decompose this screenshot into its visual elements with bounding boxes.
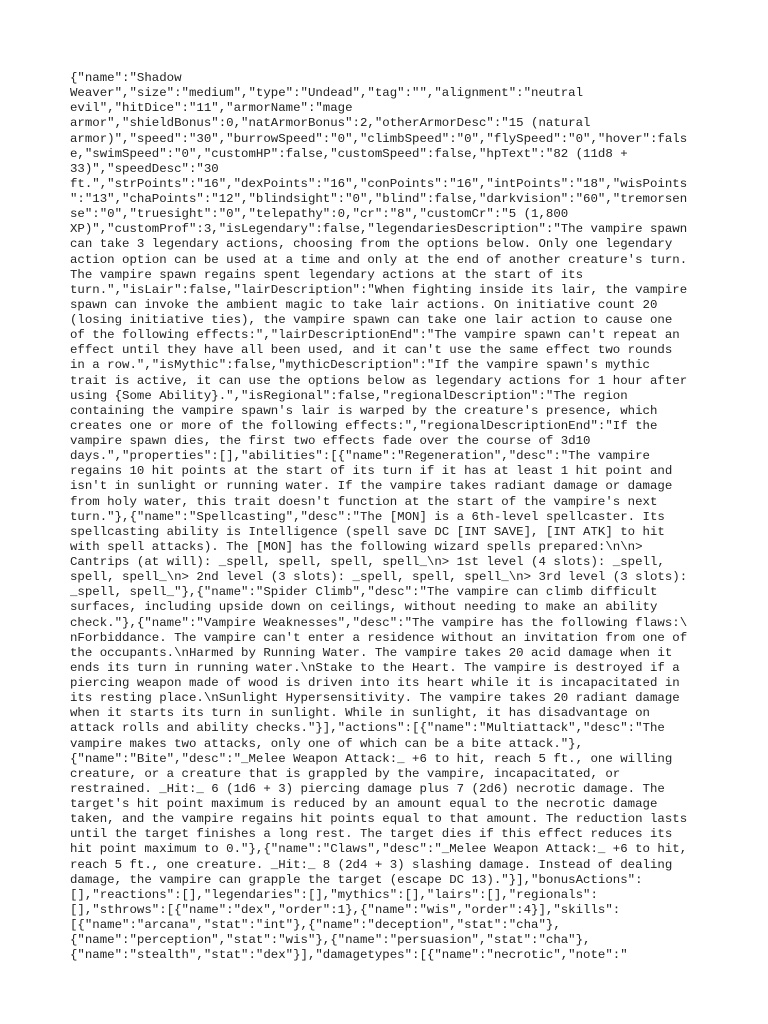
- text-line: spawn can invoke the ambient magic to take lair actions. On initiative count 20: [70, 297, 658, 312]
- text-line: armor)","speed":"30","burrowSpeed":"0","climbSpeed":"0","flySpeed":"0","hover":fals: [70, 131, 688, 146]
- text-line: target's hit point maximum is reduced by an amount equal to the necrotic damage: [70, 797, 658, 811]
- text-line: regains 10 hit points at the start of its turn if it has at least 1 hit point and: [70, 464, 673, 479]
- text-line: isn't in sunlight or running water. If the vampire takes radiant damage or damage: [70, 479, 673, 494]
- text-line: creates one or more of the following effects:","regionalDescriptionEnd":"If the: [70, 418, 658, 433]
- text-line: ":"13","chaPoints":"12","blindsight":"0","blind":false,"darkvision":"60","tremorsen: [70, 192, 688, 206]
- text-line: {"name":"Shadow: [70, 71, 182, 85]
- text-line: nForbiddance. The vampire can't enter a residence without an invitation from one of: [70, 630, 688, 645]
- text-line: from holy water, this trait doesn't function at the start of the vampire's next: [70, 494, 658, 509]
- text-line: check."},{"name":"Vampire Weaknesses","desc":"The vampire has the following flaws:\: [70, 615, 688, 630]
- text-line: [],"reactions":[],"legendaries":[],"mythics":[],"lairs":[],"regionals":: [70, 887, 598, 902]
- text-line: Cantrips (at will): _spell, spell, spell, spell_\n> 1st level (4 slots): _spell,: [70, 555, 665, 569]
- text-line: restrained. _Hit:_ 6 (1d6 + 3) piercing damage plus 7 (2d6) necrotic damage. The: [70, 781, 665, 796]
- text-line: effect until they have all been used, and it can't use the same effect two rounds: [70, 343, 673, 358]
- text-line: 33)","speedDesc":"30: [70, 161, 219, 176]
- text-line: The vampire spawn regains spent legendary actions at the start of its: [70, 267, 584, 282]
- text-line: its resting place.\nSunlight Hypersensitivity. The vampire takes 20 radiant damage: [70, 691, 680, 706]
- text-line: vampire makes two attacks, only one of which can be a bite attack."},: [70, 736, 584, 751]
- text-line: e,"swimSpeed":"0","customHP":false,"customSpeed":false,"hpText":"82 (11d8 +: [70, 146, 628, 161]
- text-line: in a row.","isMythic":false,"mythicDescription":"If the vampire spawn's mythic: [70, 358, 650, 373]
- text-line: [],"sthrows":[{"name":"dex","order":1},{"name":"wis","order":4}],"skills":: [70, 902, 621, 917]
- text-line: attack rolls and ability checks."}],"actions":[{"name":"Multiattack","desc":"The: [70, 721, 665, 736]
- text-line: evil","hitDice":"11","armorName":"mage: [70, 101, 353, 116]
- text-line: ft.","strPoints":"16","dexPoints":"16","conPoints":"16","intPoints":"18","wisPoints: [70, 176, 688, 191]
- text-line: creature, or a creature that is grappled by the vampire, incapacitated, or: [70, 766, 621, 781]
- text-line: when it starts its turn in sunlight. While in sunlight, it has disadvantage on: [70, 706, 650, 721]
- text-line: hit point maximum to 0."},{"name":"Claws","desc":"_Melee Weapon Attack:_ +6 to hit,: [70, 842, 688, 857]
- text-line: action option can be used at a time and only at the end of another creature's turn.: [70, 252, 688, 267]
- text-line: _spell, spell_"},{"name":"Spider Climb","desc":"The vampire can climb difficult: [70, 585, 658, 600]
- text-line: the occupants.\nHarmed by Running Water. The vampire takes 20 acid damage when it: [70, 645, 673, 660]
- text-line: [{"name":"arcana","stat":"int"},{"name":"deception","stat":"cha"},: [70, 918, 561, 932]
- text-line: reach 5 ft., one creature. _Hit:_ 8 (2d4 + 3) slashing damage. Instead of dealing: [70, 857, 673, 872]
- text-line: turn.","isLair":false,"lairDescription":"When fighting inside its lair, the vampire: [70, 282, 688, 297]
- text-line: armor","shieldBonus":0,"natArmorBonus":2,"otherArmorDesc":"15 (natural: [70, 116, 591, 131]
- text-line: {"name":"perception","stat":"wis"},{"name":"persuasion","stat":"cha"},: [70, 933, 591, 948]
- text-line: Weaver","size":"medium","type":"Undead","tag":"","alignment":"neutral: [70, 86, 584, 101]
- text-line: taken, and the vampire regains hit points equal to that amount. The reduction lasts: [70, 812, 688, 827]
- text-line: piercing weapon made of wood is driven into its heart while it is incapacitated in: [70, 676, 680, 690]
- text-line: trait is active, it can use the options below as legendary actions for 1 hour after: [70, 373, 688, 388]
- text-line: surfaces, including upside down on ceilings, without needing to make an ability: [70, 600, 658, 615]
- text-line: can take 3 legendary actions, choosing from the options below. Only one legendary: [70, 237, 673, 252]
- text-line: {"name":"stealth","stat":"dex"}],"damagetypes":[{"name":"necrotic","note":": [70, 948, 628, 963]
- text-line: damage, the vampire can grapple the target (escape DC 13)."}],"bonusActions":: [70, 872, 643, 887]
- text-line: turn."},{"name":"Spellcasting","desc":"The [MON] is a 6th-level spellcaster. Its: [70, 509, 665, 524]
- text-line: using {Some Ability}.","isRegional":false,"regionalDescription":"The region: [70, 388, 628, 403]
- text-line: spellcasting ability is Intelligence (spell save DC [INT SAVE], [INT ATK] to hit: [70, 524, 665, 539]
- text-line: ends its turn in running water.\nStake to the Heart. The vampire is destroyed if a: [70, 660, 680, 675]
- text-line: XP)","customProf":3,"isLegendary":false,"legendariesDescription":"The vampire spawn: [70, 222, 688, 237]
- json-text-block: [70, 71, 710, 963]
- text-line: days.","properties":[],"abilities":[{"name":"Regeneration","desc":"The vampire: [70, 449, 650, 464]
- text-line: until the target finishes a long rest. The target dies if this effect reduces its: [70, 827, 673, 842]
- text-line: {"name":"Bite","desc":"_Melee Weapon Attack:_ +6 to hit, reach 5 ft., one willing: [70, 751, 673, 766]
- text-line: se":"0","truesight":"0","telepathy":0,"cr":"8","customCr":"5 (1,800: [70, 207, 569, 222]
- text-line: vampire spawn dies, the first two effects fade over the course of 3d10: [70, 434, 591, 448]
- text-line: with spell attacks). The [MON] has the following wizard spells prepared:\n\n>: [70, 539, 643, 554]
- text-line: spell, spell_\n> 2nd level (3 slots): _spell, spell, spell_\n> 3rd level (3 slots):: [70, 570, 688, 585]
- text-line: containing the vampire spawn's lair is warped by the creature's presence, which: [70, 403, 658, 418]
- text-line: (losing initiative ties), the vampire spawn can take one lair action to cause one: [70, 313, 673, 327]
- text-line: of the following effects:","lairDescriptionEnd":"The vampire spawn can't repeat an: [70, 328, 680, 343]
